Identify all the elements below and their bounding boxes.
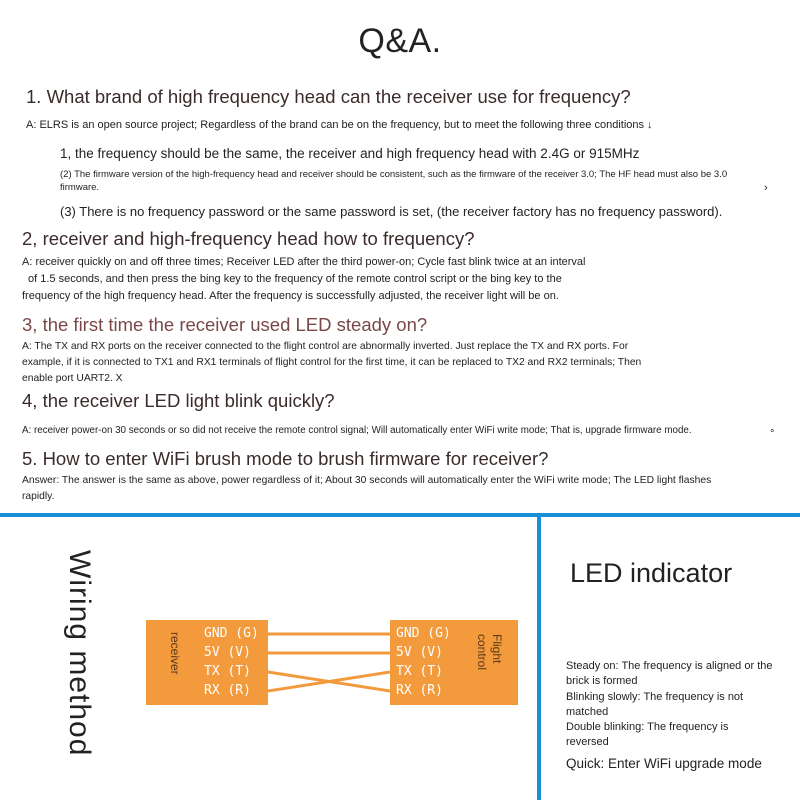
receiver-connector [146, 620, 268, 705]
condition-1: 1, the frequency should be the same, the receiver and high frequency head with 2.4G or 915MHz [60, 146, 640, 161]
question-3: 3, the first time the receiver used LED steady on? [22, 314, 428, 335]
answer-2-line-1: A: receiver quickly on and off three times; Receiver LED after the third power-on; Cycle fast blink twice at an interval [22, 256, 586, 268]
fc-pin-gnd: GND (G) [396, 626, 451, 641]
stray-mark: › [764, 182, 768, 194]
fc-pin-tx: TX (T) [396, 664, 443, 679]
answer-2-line-3: frequency of the high frequency head. After the frequency is successfully adjusted, the receiver light will be on. [22, 290, 559, 302]
answer-5-line-2: rapidly. [22, 491, 55, 502]
vertical-divider [537, 517, 541, 800]
receiver-pin-tx: TX (T) [204, 664, 251, 679]
wiring-lines [268, 620, 390, 705]
flight-control-label: Flight control [475, 634, 504, 671]
receiver-label: receiver [168, 632, 182, 675]
answer-5-line-1: Answer: The answer is the same as above, power regardless of it; About 30 seconds will automatically enter the WiFi write mode; The LED light flashes [22, 475, 712, 486]
question-4: 4, the receiver LED light blink quickly? [22, 390, 335, 411]
receiver-pin-5v: 5V (V) [204, 645, 251, 660]
wiring-title: Wiring method [63, 550, 96, 757]
led-indicator-title: LED indicator [570, 558, 733, 588]
led-item-quick: Quick: Enter WiFi upgrade mode [566, 756, 762, 771]
condition-3: (3) There is no frequency password or the same password is set, (the receiver factory has no frequency password). [60, 204, 723, 219]
fc-pin-rx: RX (R) [396, 683, 443, 698]
fc-pin-5v: 5V (V) [396, 645, 443, 660]
led-item-double: Double blinking: The frequency is reversed [566, 721, 729, 748]
question-1: 1. What brand of high frequency head can the receiver use for frequency? [26, 86, 631, 107]
receiver-pin-rx: RX (R) [204, 683, 251, 698]
flight-control-connector [390, 620, 518, 705]
condition-2: (2) The firmware version of the high-frequency head and receiver should be consistent, such as the firmware of the receiver 3.0; The HF head must also be 3.0 firmware. [60, 169, 728, 193]
receiver-pin-gnd: GND (G) [204, 626, 259, 641]
answer-3-line-2: example, if it is connected to TX1 and RX1 terminals of flight control for the first time, it can be replaced to TX2 and RX2 terminals; Then [22, 357, 642, 368]
answer-3-line-1: A: The TX and RX ports on the receiver connected to the flight control are abnormally inverted. Just replace the TX and RX ports. For [22, 341, 629, 352]
led-item-slow: Blinking slowly: The frequency is not matched [566, 691, 744, 718]
stray-mark: ° [770, 428, 775, 440]
answer-1: A: ELRS is an open source project; Regardless of the brand can be on the frequency, but to meet the following three conditions ↓ [26, 119, 653, 131]
page-title: Q&A. [358, 22, 442, 60]
led-item-steady: Steady on: The frequency is aligned or the brick is formed [566, 660, 773, 687]
answer-4: A: receiver power-on 30 seconds or so did not receive the remote control signal; Will automatically enter WiFi write mode; That is, upgrade firmware mode. [22, 425, 692, 436]
answer-3-line-3: enable port UART2. X [22, 373, 123, 384]
question-2: 2, receiver and high-frequency head how to frequency? [22, 228, 475, 249]
horizontal-divider [0, 513, 800, 517]
answer-2-line-2: of 1.5 seconds, and then press the bing key to the frequency of the remote control script or the bing key to the [28, 273, 562, 285]
question-5: 5. How to enter WiFi brush mode to brush firmware for receiver? [22, 448, 549, 469]
